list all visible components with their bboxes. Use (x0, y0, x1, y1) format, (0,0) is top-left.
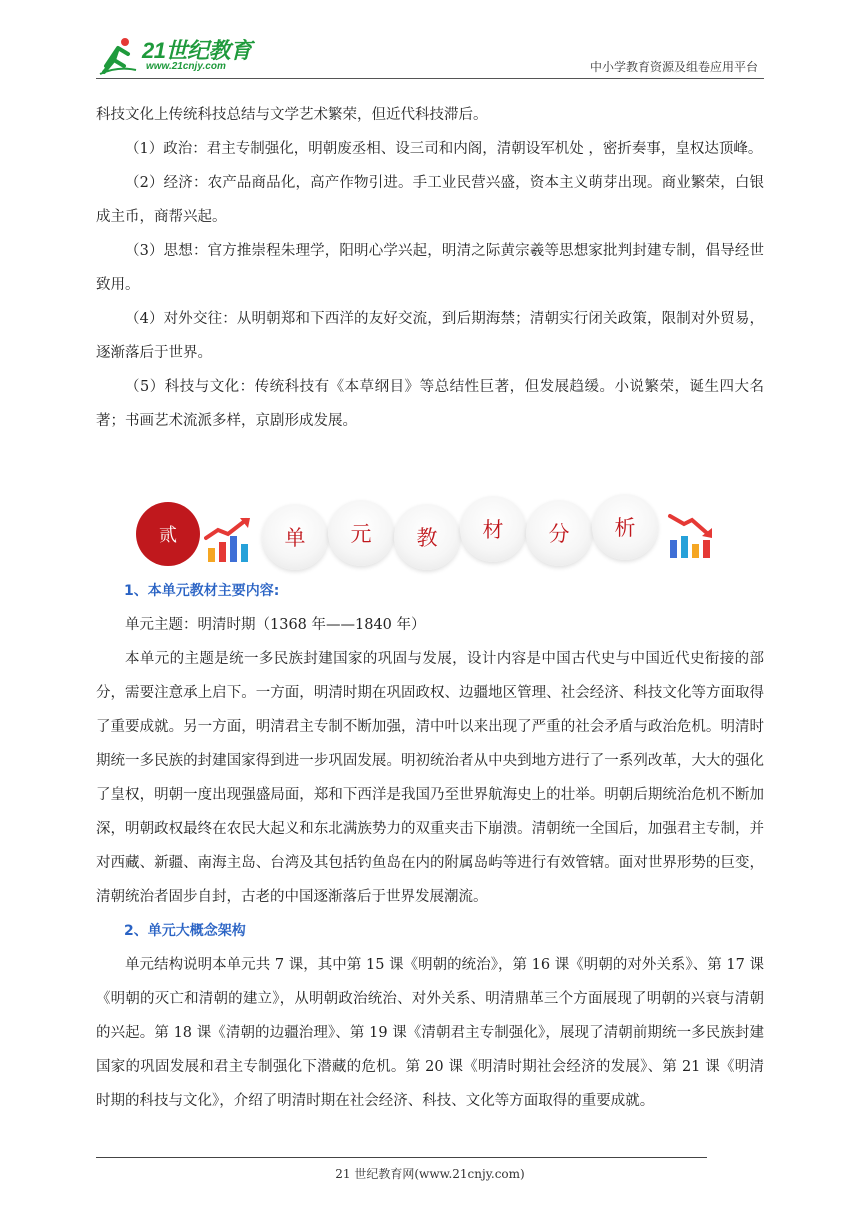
banner-char-4: 材 (460, 496, 526, 562)
runner-logo-icon (98, 36, 138, 76)
section-1-heading: 1、本单元教材主要内容: (124, 583, 280, 599)
banner-char-2: 元 (328, 500, 394, 566)
unit-theme: 单元主题：明清时期（1368 年——1840 年） (125, 617, 426, 633)
falling-chart-icon (666, 510, 716, 562)
page-footer[interactable]: 21 世纪教育网(www.21cnjy.com) (335, 1167, 525, 1181)
analysis-section (96, 574, 764, 1118)
intro-item-culture: （5）科技与文化：传统科技有《本草纲目》等总结性巨著，但发展趋缓。小说繁荣，诞生四大名著；书画艺术流派多样，京剧形成发展。 (96, 379, 764, 429)
banner-char-1: 单 (262, 504, 328, 570)
section-2-body: 单元结构说明本单元共 7 课，其中第 15 课《明朝的统治》，第 16 课《明朝的对外关系》、第 17 课《明朝的灭亡和清朝的建立》，从明朝政治统治、对外关系、明清鼎革三个方面展现了明朝的兴衰与清朝的兴起。第 18 课《清朝的边疆治理》、第 19 课《清朝君主专制强化》，展现了清朝前期统一多民族封建国家的巩固发展和君主专制强化下潜藏的危机。第 20 课《明清时期社会经济的发展》、第 21 课《明清时期的科技与文化》，介绍了明清时期在社会经济、科技、文化等方面取得的重要成就。 (96, 957, 764, 1109)
intro-item-economy: （2）经济：农产品商品化，高产作物引进。手工业民营兴盛，资本主义萌芽出现。商业繁荣，白银成主币，商帮兴起。 (96, 175, 764, 225)
logo-text: 21世纪教育 (142, 38, 252, 63)
platform-label: 中小学教育资源及组卷应用平台 (589, 60, 758, 74)
banner-char-5: 分 (526, 500, 592, 566)
intro-item-thought: （3）思想：官方推崇程朱理学，阳明心学兴起，明清之际黄宗羲等思想家批判封建专制，倡导经世致用。 (96, 243, 764, 293)
banner-char-3: 教 (394, 504, 460, 570)
section-2-heading: 2、单元大概念架构 (124, 923, 246, 939)
banner-char-6: 析 (592, 494, 658, 560)
footer-divider (96, 1157, 707, 1158)
site-logo[interactable] (96, 34, 266, 78)
intro-item-politics: （1）政治：君主专制强化，明朝废丞相、设三司和内阁，清朝设军机处 ，密折奏事，皇权达顶峰。 (125, 141, 763, 157)
section-number-badge: 贰 (136, 502, 200, 566)
section-banner (96, 492, 764, 580)
intro-section (96, 98, 764, 438)
header-divider (96, 78, 764, 79)
intro-item-foreign: （4）对外交往：从明朝郑和下西洋的友好交流，到后期海禁；清朝实行闭关政策，限制对外贸易，逐渐落后于世界。 (96, 311, 764, 361)
section-1-body: 本单元的主题是统一多民族封建国家的巩固与发展，设计内容是中国古代史与中国近代史衔接的部分，需要注意承上启下。一方面，明清时期在巩固政权、边疆地区管理、社会经济、科技文化等方面取得了重要成就。另一方面，明清君主专制不断加强，清中叶以来出现了严重的社会矛盾与政治危机。明清时期统一多民族的封建国家得到进一步巩固发展。明初统治者从中央到地方进行了一系列改革，大大的强化了皇权，明朝一度出现强盛局面，郑和下西洋是我国乃至世界航海史上的壮举。明朝后期统治危机不断加深，明朝政权最终在农民大起义和东北满族势力的双重夹击下崩溃。清朝统一全国后，加强君主专制，并对西藏、新疆、南海主岛、台湾及其包括钓鱼岛在内的附属岛屿等进行有效管辖。面对世界形势的巨变，清朝统治者固步自封，古老的中国逐渐落后于世界发展潮流。 (96, 651, 764, 905)
rising-chart-icon (204, 514, 254, 566)
intro-lead: 科技文化上传统科技总结与文学艺术繁荣，但近代科技滞后。 (96, 107, 488, 123)
page-header (96, 30, 764, 82)
logo-url: www.21cnjy.com (146, 61, 226, 72)
